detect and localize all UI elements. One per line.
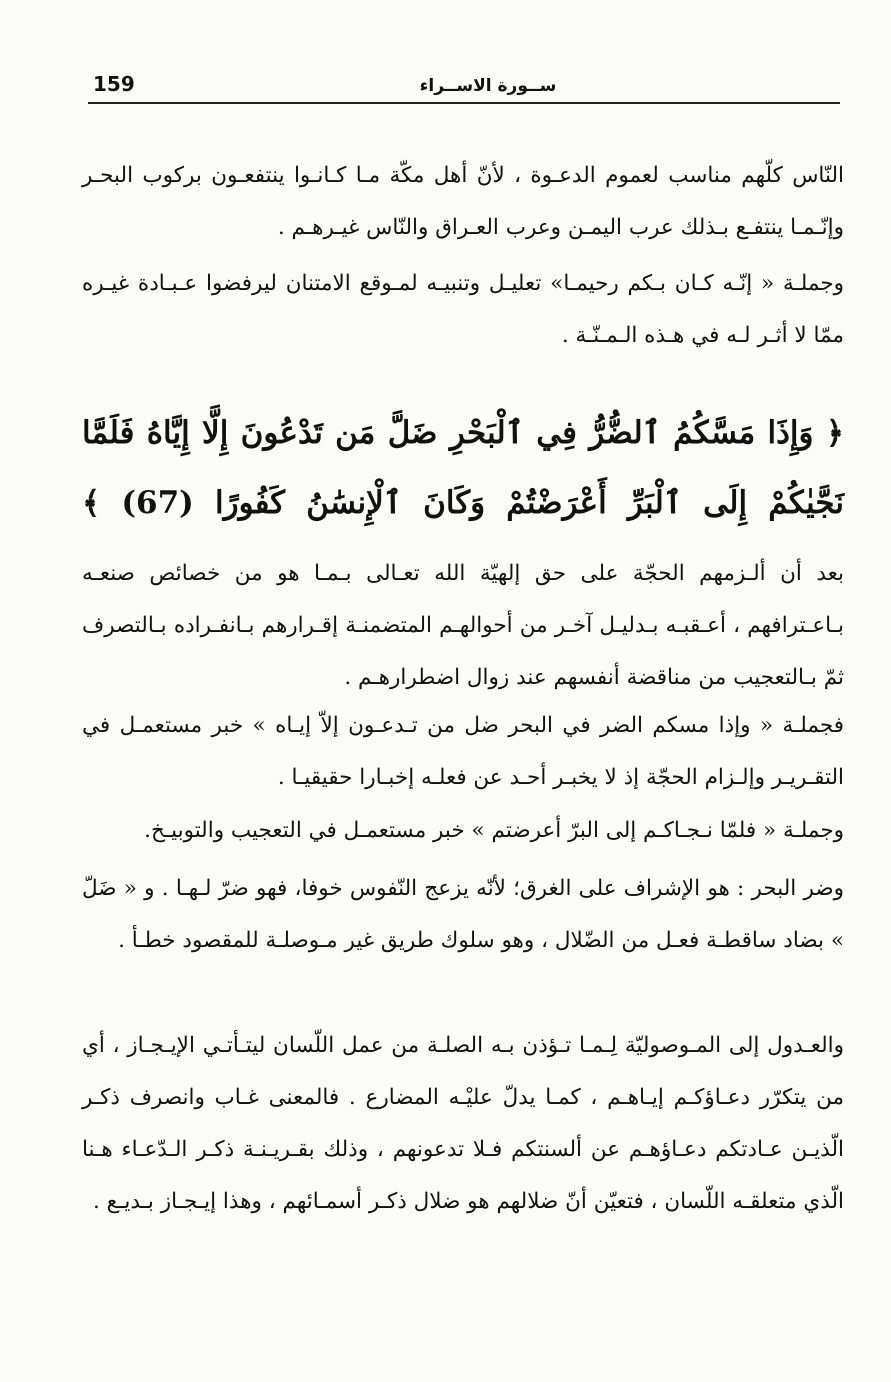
- header-rule: [88, 102, 840, 104]
- paragraph-4: فجملـة « وإذا مسكم الضر في البحر ضل من تـدعـون إلاّ إيـاه » خبر مستعمـل في التقـريـر وإلـزام الحجّة إذ لا يخبـر أحـد عن فعلـه إخبـارا حقيقيـا .: [82, 713, 844, 790]
- page-header: [88, 66, 840, 106]
- quran-verse: ﴿ وَإِذَا مَسَّكُمُ ٱلضُّرُّ فِي ٱلْبَحْرِ ضَلَّ مَن تَدْعُونَ إِلَّا إِيَّاهُ فَلَمَّا نَجَّيٰكُمْ إِلَى ٱلْبَرِّ أَعْرَضْتُمْ وَكَانَ ٱلْإِنسَٰنُ كَفُورًا (67) ﴾: [82, 415, 844, 521]
- paragraph-7: والعـدول إلى المـوصوليّة لِـمـا تـؤذن بـه الصلـة من عمل اللّسان ليتـأتـي الإيـجـاز ، أي من يتكرّر دعـاؤكـم إيـاهـم ، كمـا يدلّ عليْـه المضارع . فالمعنى غـاب وانصرف ذكـر الّذيـن عـادتكم دعـاؤهـم عن ألسنتكم فـلا تدعونهم ، وذلك بقـريـنـة ذكـر الـدّعـاء هـنا الّذي متعلقـه اللّسان ، فتعيّن أنّ ضلالهم هو ضلال ذكـر أسمـائهم ، وهذا إيـجـاز بـديـع .: [82, 1033, 844, 1214]
- paragraph-1: النّاس كلّهم مناسب لعموم الدعـوة ، لأنّ أهل مكّة مـا كـانـوا ينتفعـون بركوب البحـر وإنّـمـا ينتفـع بـذلك عرب اليمـن وعرب العـراق والنّاس غيـرهـم .: [82, 163, 844, 240]
- paragraph-2: وجملـة « إنّـه كـان بـكم رحيمـا» تعليـل وتنبيـه لمـوقع الامتنان ليرفضوا عـبـادة غيـره ممّا لا أثـر لـه في هـذه الـمـنّـة .: [82, 271, 844, 348]
- running-title: ســورة الاســراء: [419, 76, 557, 96]
- paragraph-3: بعد أن ألـزمهم الحجّة على حق إلهيّة الله تعـالى بـمـا هو من خصائص صنعـه بـاعـترافهم ، أعـقبـه بـدليـل آخـر من أحوالهـم المتضمنـة إقـرارهم بـانفـراده بـالتصرف ثمّ بـالتعجيب من مناقضة أنفسهم عند زوال اضطرارهـم .: [82, 561, 844, 690]
- page-number: 159: [93, 72, 135, 96]
- paragraph-6: وضر البحر : هو الإشراف على الغرق؛ لأنّه يزعج النّفوس خوفا، فهو ضرّ لـهـا . و « ضَلّ » بضاد ساقطـة فعـل من الضّلال ، وهو سلوك طريق غير مـوصلـة للمقصود خطـأ .: [82, 876, 844, 953]
- paragraph-5: وجملـة « فلمّا نـجـاكـم إلى البرّ أعرضتم » خبر مستعمـل في التعجيب والتوبيـخ.: [144, 818, 844, 843]
